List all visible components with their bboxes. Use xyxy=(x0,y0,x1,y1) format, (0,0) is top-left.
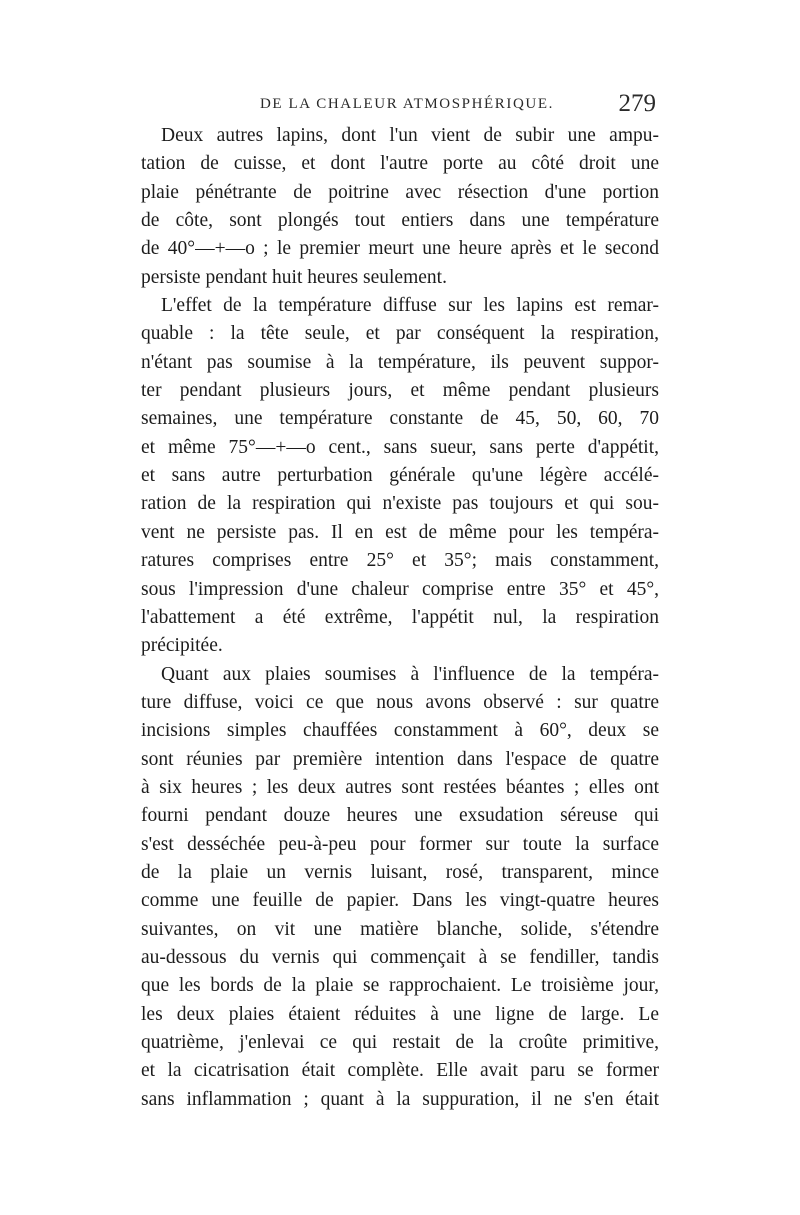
text-line: sont réunies par première intention dans l'espace de quatre xyxy=(141,748,659,770)
text-line: s'est desséchée peu-à-peu pour former sur toute la surface xyxy=(141,833,659,855)
text-line: sans inflammation ; quant à la suppuration, il ne s'en était xyxy=(141,1088,659,1110)
text-line: les deux plaies étaient réduites à une ligne de large. Le xyxy=(141,1003,659,1025)
text-line: persiste pendant huit heures seulement. xyxy=(141,266,447,288)
text-line: Deux autres lapins, dont l'un vient de subir une ampu- xyxy=(161,125,659,146)
text-line: ratures comprises entre 25° et 35°; mais constamment, xyxy=(141,550,659,572)
text-line: ter pendant plusieurs jours, et même pendant plusieurs xyxy=(141,380,659,402)
page-number: 279 xyxy=(618,90,656,117)
text-line: de 40°—+—o ; le premier meurt une heure après et le second xyxy=(141,238,659,260)
text-line: incisions simples chauffées constamment à 60°, deux se xyxy=(141,720,659,742)
text-line: et sans autre perturbation générale qu'une légère accélé- xyxy=(141,465,659,487)
running-title: DE LA CHALEUR ATMOSPHÉRIQUE. xyxy=(260,96,554,112)
text-line: n'étant pas soumise à la température, ils peuvent suppor- xyxy=(141,351,659,373)
text-line: à six heures ; les deux autres sont restées béantes ; elles ont xyxy=(141,776,659,798)
body-text xyxy=(141,122,659,1114)
text-line: suivantes, on vit une matière blanche, solide, s'étendre xyxy=(141,918,659,940)
text-line: semaines, une température constante de 45, 50, 60, 70 xyxy=(141,408,659,430)
text-line: que les bords de la plaie se rapprochaient. Le troisième jour, xyxy=(141,975,659,997)
text-line: l'abattement a été extrême, l'appétit nul, la respiration xyxy=(141,606,659,628)
text-line: sous l'impression d'une chaleur comprise entre 35° et 45°, xyxy=(141,578,659,600)
text-line: et la cicatrisation était complète. Elle avait paru se former xyxy=(141,1060,659,1082)
text-line: précipitée. xyxy=(141,635,223,657)
running-head xyxy=(140,92,660,122)
text-line: quatrième, j'enlevai ce qui restait de la croûte primitive, xyxy=(141,1032,659,1053)
text-line: au-dessous du vernis qui commençait à se fendiller, tandis xyxy=(141,946,659,968)
text-line: ration de la respiration qui n'existe pas toujours et qui sou- xyxy=(141,493,659,515)
text-line: de côte, sont plongés tout entiers dans une température xyxy=(141,210,659,232)
text-line: ture diffuse, voici ce que nous avons observé : sur quatre xyxy=(141,691,659,713)
text-line: Quant aux plaies soumises à l'influence de la tempéra- xyxy=(161,663,659,685)
text-line: fourni pendant douze heures une exsudation séreuse qui xyxy=(141,805,659,827)
text-line: de la plaie un vernis luisant, rosé, transparent, mince xyxy=(141,861,659,883)
text-line: plaie pénétrante de poitrine avec résection d'une portion xyxy=(141,181,659,203)
text-line: et même 75°—+—o cent., sans sueur, sans perte d'appétit, xyxy=(141,436,659,458)
text-line: comme une feuille de papier. Dans les vingt-quatre heures xyxy=(141,890,659,912)
text-line: quable : la tête seule, et par conséquent la respiration, xyxy=(141,323,659,345)
text-line: L'effet de la température diffuse sur les lapins est remar- xyxy=(161,295,659,317)
text-line: tation de cuisse, et dont l'autre porte au côté droit une xyxy=(141,153,659,175)
text-line: vent ne persiste pas. Il en est de même pour les tempéra- xyxy=(141,521,659,543)
